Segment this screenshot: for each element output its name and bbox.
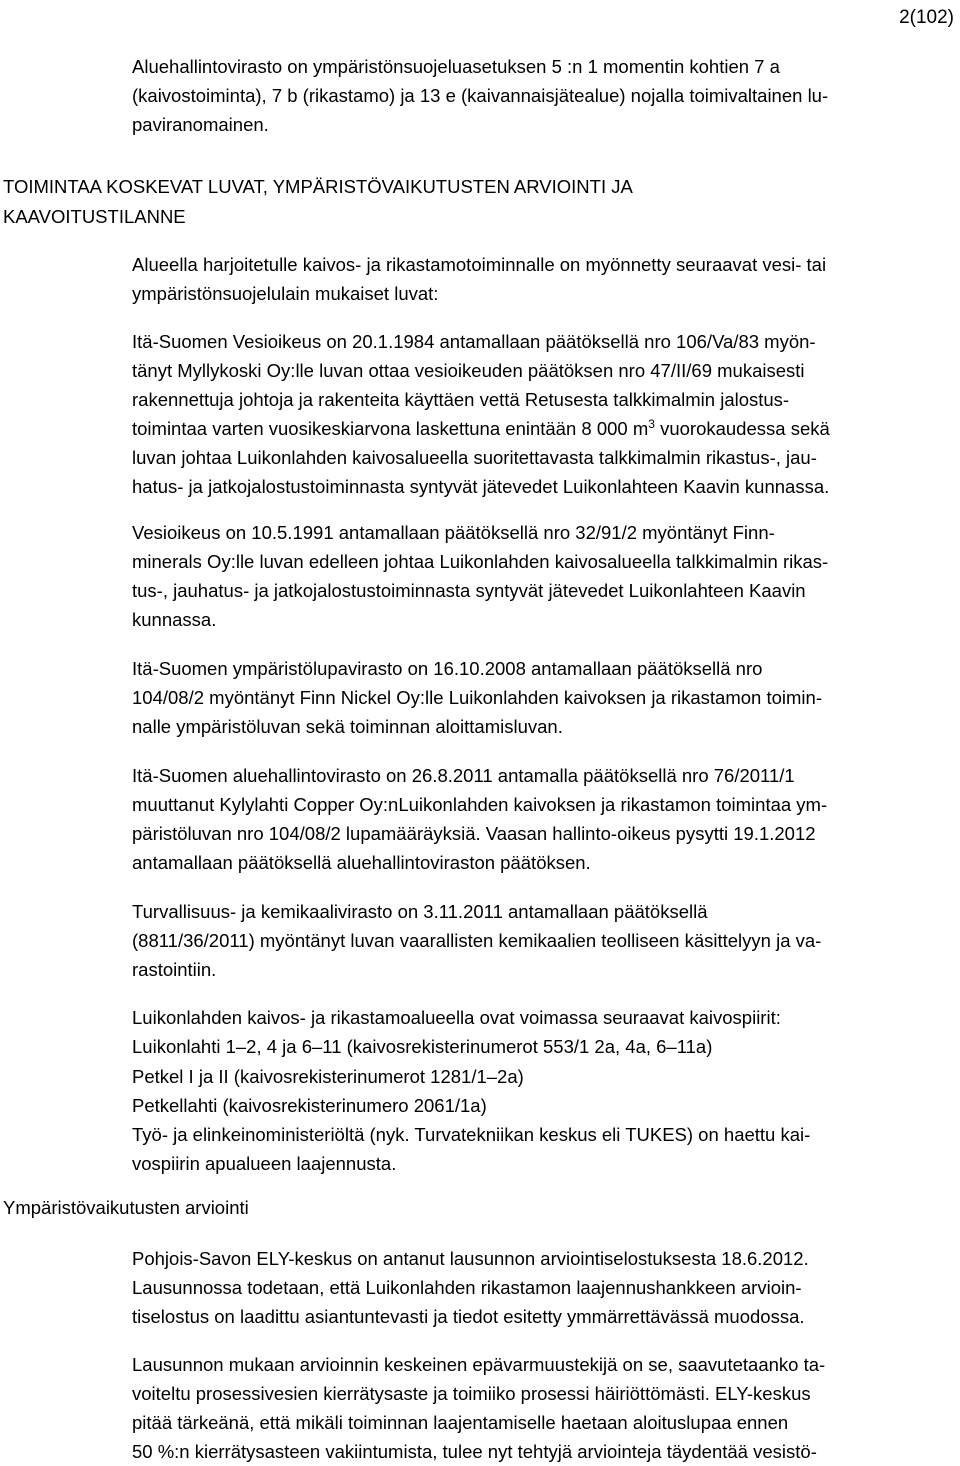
text-line: pitää tärkeänä, että mikäli toiminnan laajentamiselle haetaan aloituslupaa ennen xyxy=(132,1412,789,1433)
intro-paragraph xyxy=(132,52,958,139)
text-line: antamallaan päätöksellä aluehallintoviraston päätöksen. xyxy=(132,852,591,873)
text-line: luvan johtaa Luikonlahden kaivosalueella suoritettavasta talkkimalmin rikastus-, jau- xyxy=(132,447,817,468)
permits-intro-paragraph xyxy=(132,250,958,308)
text-line: Turvallisuus- ja kemikaalivirasto on 3.11.2011 antamallaan päätöksellä xyxy=(132,901,708,922)
text-line: Työ- ja elinkeinoministeriöltä (nyk. Turvatekniikan keskus eli TUKES) on haettu kai- xyxy=(132,1124,811,1146)
text-line: rakennettuja johtoja ja rakenteita käyttäen vettä Retusesta talkkimalmin jalostus- xyxy=(132,389,790,410)
text-line: ympäristönsuojelulain mukaiset luvat: xyxy=(132,283,439,304)
text-line: Aluehallintovirasto on ympäristönsuojeluasetuksen 5 :n 1 momentin kohtien 7 a xyxy=(132,56,780,77)
page-number: 2(102) xyxy=(899,7,954,28)
text-line: Pohjois-Savon ELY-keskus on antanut lausunnon arviointiselostuksesta 18.6.2012. xyxy=(132,1248,809,1269)
text-line: rastointiin. xyxy=(132,959,217,980)
text-line: nalle ympäristöluvan sekä toiminnan aloittamisluvan. xyxy=(132,716,563,737)
text-line: kunnassa. xyxy=(132,609,217,630)
text-line: paviranomainen. xyxy=(132,114,269,135)
text-line: Lausunnon mukaan arvioinnin keskeinen epävarmuustekijä on se, saavutetaanko ta- xyxy=(132,1354,826,1375)
text-line: Alueella harjoitetulle kaivos- ja rikastamotoiminnalle on myönnetty seuraavat vesi- tai xyxy=(132,254,827,275)
text-line: Lausunnossa todetaan, että Luikonlahden rikastamon laajennushankkeen arvioin- xyxy=(132,1277,802,1298)
permit-tukes-paragraph xyxy=(132,897,958,984)
text-segment: toimintaa varten vuosikeskiarvona laskettuna enintään 8 000 m xyxy=(132,418,649,439)
text-line: tiselostus on laadittu asiantuntevasti ja tiedot esitetty ymmärrettävässä muodossa. xyxy=(132,1306,805,1327)
text-line: päristöluvan nro 104/08/2 lupamääräyksiä. Vaasan hallinto-oikeus pysytti 19.1.2012 xyxy=(132,823,816,844)
text-line: Itä-Suomen Vesioikeus on 20.1.1984 antamallaan päätöksellä nro 106/Va/83 myön- xyxy=(132,331,816,352)
text-line: Itä-Suomen ympäristölupavirasto on 16.10.2008 antamallaan päätöksellä nro xyxy=(132,658,763,679)
heading-line: KAAVOITUSTILANNE xyxy=(3,206,186,227)
permit-2008-paragraph xyxy=(132,654,958,741)
eia-statement-paragraph xyxy=(132,1244,958,1331)
text-line: Vesioikeus on 10.5.1991 antamallaan päätöksellä nro 32/91/2 myöntänyt Finn- xyxy=(132,522,775,543)
text-line: (kaivostoiminta), 7 b (rikastamo) ja 13 e (kaivannaisjätealue) nojalla toimivaltainen lu- xyxy=(132,85,829,106)
text-line: muuttanut Kylylahti Copper Oy:nLuikonlahden kaivoksen ja rikastamon toimintaa ym- xyxy=(132,794,828,815)
text-segment: vuorokaudessa sekä xyxy=(654,418,830,439)
side-heading-eia: Ympäristövaikutusten arviointi xyxy=(3,1197,249,1218)
permit-1991-paragraph xyxy=(132,518,958,634)
mining-claims-paragraph xyxy=(132,1003,958,1179)
permit-1984-paragraph xyxy=(132,327,958,501)
text-line: tus-, jauhatus- ja jatkojalostustoiminnasta syntyvät jätevedet Luikonlahteen Kaavin xyxy=(132,580,806,601)
eia-uncertainty-paragraph xyxy=(132,1350,958,1466)
text-line: Luikonlahden kaivos- ja rikastamoalueella ovat voimassa seuraavat kaivospiirit: xyxy=(132,1007,781,1028)
superscript-3: 3 xyxy=(648,416,655,431)
text-line: Luikonlahti 1–2, 4 ja 6–11 (kaivosrekisterinumerot 553/1 2a, 4a, 6–11a) xyxy=(132,1036,713,1058)
text-line: vospiirin apualueen laajennusta. xyxy=(132,1153,397,1175)
text-line: hatus- ja jatkojalostustoiminnasta syntyvät jätevedet Luikonlahteen Kaavin kunnassa. xyxy=(132,476,830,497)
text-line-with-superscript xyxy=(132,414,958,443)
text-line: Petkel I ja II (kaivosrekisterinumerot 1281/1–2a) xyxy=(132,1065,524,1087)
text-line: 50 %:n kierrätysasteen vakiintumista, tulee nyt tehtyjä arviointeja täydentää vesistö- xyxy=(132,1441,817,1462)
permit-2011-paragraph xyxy=(132,761,958,877)
text-line: minerals Oy:lle luvan edelleen johtaa Luikonlahden kaivosalueella talkkimalmin rikas- xyxy=(132,551,829,572)
section-heading xyxy=(3,172,863,232)
text-line: 104/08/2 myöntänyt Finn Nickel Oy:lle Luikonlahden kaivoksen ja rikastamon toimin- xyxy=(132,687,822,708)
heading-line: TOIMINTAA KOSKEVAT LUVAT, YMPÄRISTÖVAIKUTUSTEN ARVIOINTI JA xyxy=(3,176,633,197)
text-line: Itä-Suomen aluehallintovirasto on 26.8.2011 antamalla päätöksellä nro 76/2011/1 xyxy=(132,765,795,786)
text-line: Petkellahti (kaivosrekisterinumero 2061/1a) xyxy=(132,1094,487,1116)
text-line: voiteltu prosessivesien kierrätysaste ja toimiiko prosessi häiriöttömästi. ELY-keskus xyxy=(132,1383,811,1404)
text-line: (8811/36/2011) myöntänyt luvan vaarallisten kemikaalien teolliseen käsittelyyn ja va- xyxy=(132,930,822,951)
text-line: tänyt Myllykoski Oy:lle luvan ottaa vesioikeuden päätöksen nro 47/II/69 mukaisesti xyxy=(132,360,805,381)
